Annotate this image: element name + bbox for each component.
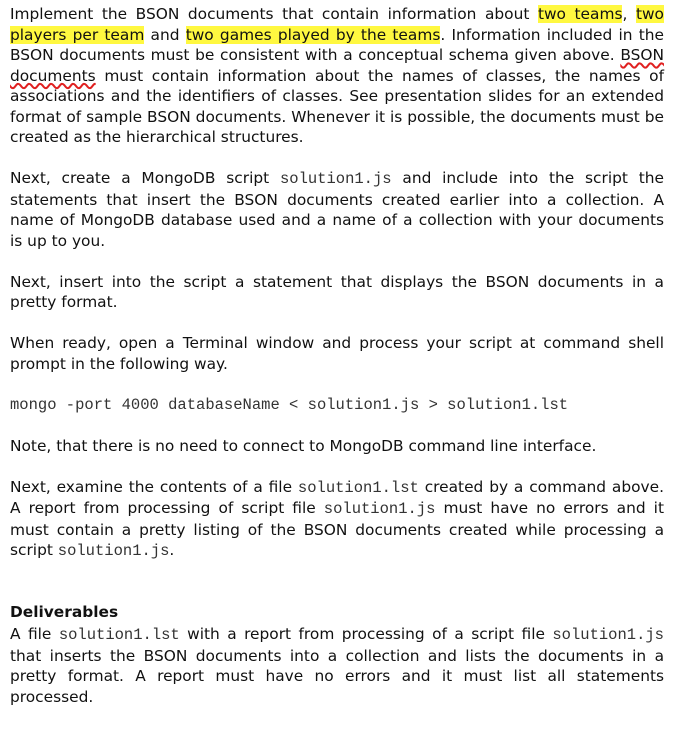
highlight-two-teams: two teams	[537, 5, 623, 23]
deliverables-heading: Deliverables	[10, 602, 119, 621]
inline-code-filename: solution1.js	[552, 626, 664, 644]
inline-code-filename: solution1.js	[323, 500, 436, 518]
intro-separator: ,	[622, 5, 636, 23]
intro-text-3: . Information included in the BSON documents must be consistent with a conceptual schema given above.	[10, 25, 664, 64]
intro-paragraph	[10, 4, 664, 148]
inline-code-filename: solution1.lst	[58, 626, 180, 644]
create-script-paragraph	[10, 168, 664, 251]
examine-text-2: created by a command above. A report from processing of script file	[10, 477, 664, 517]
intro-text-4: must contain information about the names of classes, the names of associations and the identifiers of classes. See presentation slides for an extended format of sample BSON documents. Whenever it is possible, the documents must be created as the hierarchical structures.	[10, 66, 664, 146]
highlight-two-players: two players per team	[10, 5, 664, 44]
create-script-text-1: Next, create a MongoDB script	[10, 169, 280, 187]
inline-code-filename: solution1.js	[279, 170, 392, 188]
highlight-two-games: two games played by the teams	[185, 25, 441, 44]
deliverables-paragraph	[10, 624, 664, 707]
intro-text-1: Implement the BSON documents that contain information about	[10, 5, 538, 23]
deliverables-text-2: with a report from processing of a script file	[179, 625, 553, 643]
examine-paragraph	[10, 477, 664, 562]
examine-text-3: must have no errors and it must contain a pretty listing of the BSON documents created while processing a script	[10, 499, 664, 559]
inline-code-filename: solution1.js	[57, 542, 170, 560]
pretty-format-paragraph: Next, insert into the script a statement that displays the BSON documents in a pretty format.	[10, 272, 664, 311]
examine-text-1: Next, examine the contents of a file	[10, 477, 298, 496]
examine-text-4: .	[169, 541, 175, 559]
create-script-text-2: and include into the script the statements that insert the BSON documents created earlier into a collection. A name of MongoDB database used and a name of a collection with your documents is up to you.	[10, 169, 664, 250]
spellcheck-underlined-text: BSON documents	[10, 46, 664, 85]
deliverables-text-1: A file	[10, 625, 59, 643]
intro-text-2: and	[144, 25, 186, 44]
deliverables-text-3: that inserts the BSON documents into a collection and lists the documents in a pretty format. A report must have no errors and it must list all statements processed.	[10, 646, 664, 706]
command-line-example: mongo -port 4000 databaseName < solution1.js > solution1.lst	[10, 395, 569, 414]
inline-code-filename: solution1.lst	[297, 478, 419, 497]
note-paragraph: Note, that there is no need to connect to MongoDB command line interface.	[10, 436, 597, 455]
terminal-paragraph: When ready, open a Terminal window and process your script at command shell prompt in the following way.	[10, 334, 664, 373]
